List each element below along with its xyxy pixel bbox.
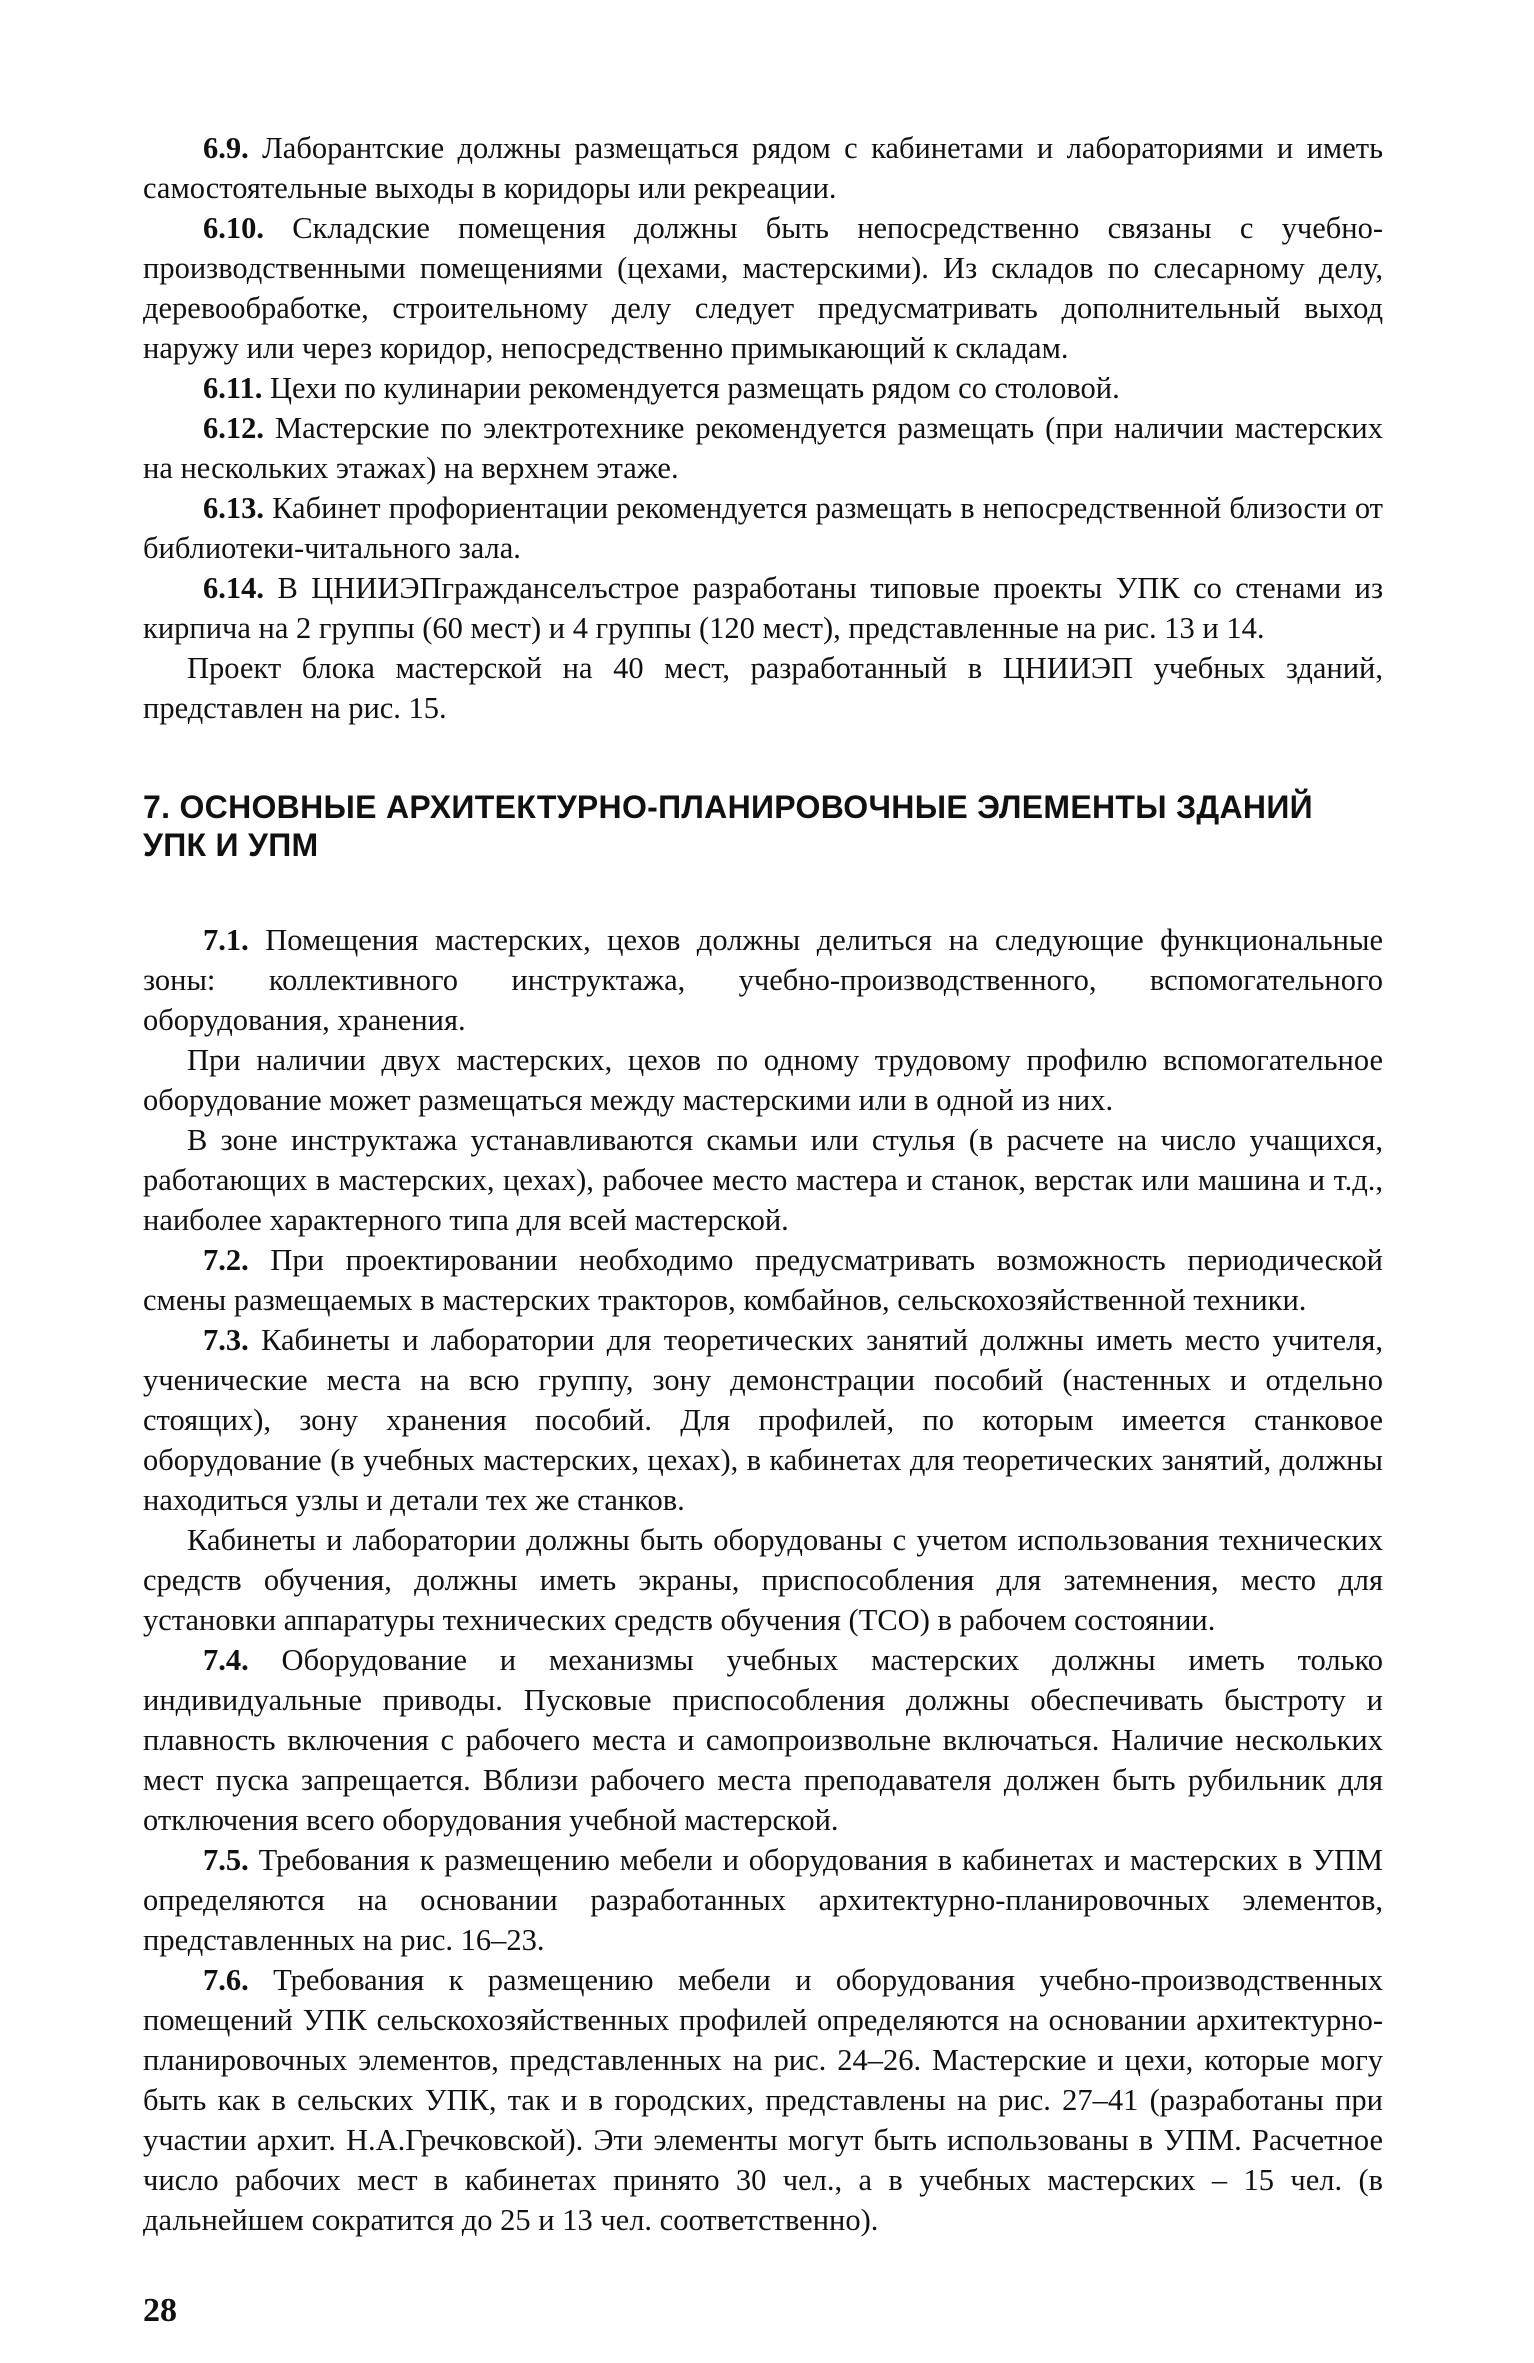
paragraph-text: Проект блока мастерской на 40 мест, разработанный в ЦНИИЭП учебных зданий, представлен на рис. 15. <box>143 651 1383 725</box>
paragraph-text: Кабинет профориентации рекомендуется размещать в непосредственной близости от библиотеки-читального зала. <box>143 491 1384 565</box>
paragraph-text: Оборудование и механизмы учебных мастерских должны иметь только индивидуальные приводы. Пусковые приспособления должны обеспечивать быстроту и плавность включения с рабочего места и самопроизвольне включаться. Наличие нескольких мест пуска запрещается. Вблизи рабочего места преподавателя должен быть рубильник для отключения всего оборудования учебной мастерской. <box>143 1643 1383 1837</box>
paragraph <box>143 1320 1383 1520</box>
paragraph <box>143 128 1383 208</box>
clause-number: 7.3. <box>203 1323 249 1357</box>
paragraph <box>143 1240 1383 1320</box>
paragraph <box>143 1960 1383 2240</box>
section-6 <box>143 128 1383 728</box>
paragraph-text: Помещения мастерских, цехов должны делиться на следующие функциональные зоны: коллективного инструктажа, учебно-производственного, вспомогательного оборудования, хранения. <box>143 923 1384 1037</box>
paragraph <box>143 368 1383 408</box>
clause-number: 7.6. <box>203 1963 249 1997</box>
clause-number: 7.2. <box>203 1243 249 1277</box>
paragraph <box>143 488 1383 568</box>
paragraph <box>143 1040 1383 1120</box>
clause-number: 6.14. <box>203 571 264 605</box>
section-7 <box>143 920 1383 2240</box>
page-text <box>143 128 1383 2240</box>
clause-number: 6.13. <box>203 491 264 525</box>
paragraph <box>143 920 1383 1040</box>
paragraph <box>143 208 1383 368</box>
paragraph-text: В ЦНИИЭПгражданселъстрое разработаны типовые проекты УПК со стенами из кирпича на 2 группы (60 мест) и 4 группы (120 мест), представленные на рис. 13 и 14. <box>143 571 1383 645</box>
section-7-heading: 7. ОСНОВНЫЕ АРХИТЕКТУРНО-ПЛАНИРОВОЧНЫЕ ЭЛЕМЕНТЫ ЗДАНИЙ УПК И УПМ <box>143 789 1313 863</box>
paragraph-text: В зоне инструктажа устанавливаются скамьи или стулья (в расчете на число учащихся, работающих в мастерских, цехах), рабочее место мастера и станок, верстак или машина и т.д., наиболее характерного типа для всей мастерской. <box>143 1123 1383 1237</box>
paragraph <box>143 648 1383 728</box>
paragraph-text: Цехи по кулинарии рекомендуется размещать рядом со столовой. <box>269 371 1120 405</box>
clause-number: 7.5. <box>203 1843 249 1877</box>
paragraph-text: При проектировании необходимо предусматривать возможность периодической смены размещаемых в мастерских тракторов, комбайнов, сельскохозяйственной техники. <box>143 1243 1383 1317</box>
paragraph <box>143 1520 1383 1640</box>
paragraph-text: Лаборантские должны размещаться рядом с кабинетами и лабораториями и иметь самостоятельные выходы в коридоры или рекреации. <box>143 131 1383 205</box>
paragraph <box>143 1640 1383 1840</box>
clause-number: 6.9. <box>203 131 249 165</box>
paragraph-text: Мастерские по электротехнике рекомендуется размещать (при наличии мастерских на нескольких этажах) на верхнем этаже. <box>143 411 1383 485</box>
paragraph-text: Требования к размещению мебели и оборудования в кабинетах и мастерских в УПМ определяются на основании разработанных архитектурно-планировочных элементов, представленных на рис. 16–23. <box>143 1843 1384 1957</box>
paragraph <box>143 1120 1383 1240</box>
clause-number: 6.11. <box>203 371 263 405</box>
paragraph-text: При наличии двух мастерских, цехов по одному трудовому профилю вспомогательное оборудование может размещаться между мастерскими или в одной из них. <box>143 1043 1383 1117</box>
clause-number: 6.10. <box>203 211 264 245</box>
paragraph-text: Кабинеты и лаборатории для теоретических занятий должны иметь место учителя, ученические места на всю группу, зону демонстрации пособий (настенных и отдельно стоящих), зону хранения пособий. Для профилей, по которым имеется станковое оборудование (в учебных мастерских, цехах), в кабинетах для теоретических занятий, должны находиться узлы и детали тех же станков. <box>143 1323 1383 1517</box>
paragraph-text: Складские помещения должны быть непосредственно связаны с учебно-производственными помещениями (цехами, мастерскими). Из складов по слесарному делу, деревообработке, строительному делу следует предусматривать дополнительный выход наружу или через коридор, непосредственно примыкающий к складам. <box>143 211 1383 365</box>
clause-number: 6.12. <box>203 411 264 445</box>
paragraph <box>143 408 1383 488</box>
page-number: 28 <box>143 2292 177 2329</box>
clause-number: 7.1. <box>203 923 249 957</box>
paragraph-text: Требования к размещению мебели и оборудования учебно-производственных помещений УПК сельскохозяйственных профилей определяются на основании архитектурно-планировочных элементов, представленных на рис. 24–26. Мастерские и цехи, которые могу быть как в сельских УПК, так и в городских, представлены на рис. 27–41 (разработаны при участии архит. Н.А.Гречковской). Эти элементы могут быть использованы в УПМ. Расчетное число рабочих мест в кабинетах принято 30 чел., а в учебных мастерских – 15 чел. (в дальнейшем сократится до 25 и 13 чел. соответственно). <box>143 1963 1384 2237</box>
paragraph-text: Кабинеты и лаборатории должны быть оборудованы с учетом использования технических средств обучения, должны иметь экраны, приспособления для затемнения, место для установки аппаратуры технических средств обучения (ТСО) в рабочем состоянии. <box>143 1523 1383 1637</box>
paragraph <box>143 568 1383 648</box>
paragraph <box>143 1840 1383 1960</box>
clause-number: 7.4. <box>203 1643 249 1677</box>
